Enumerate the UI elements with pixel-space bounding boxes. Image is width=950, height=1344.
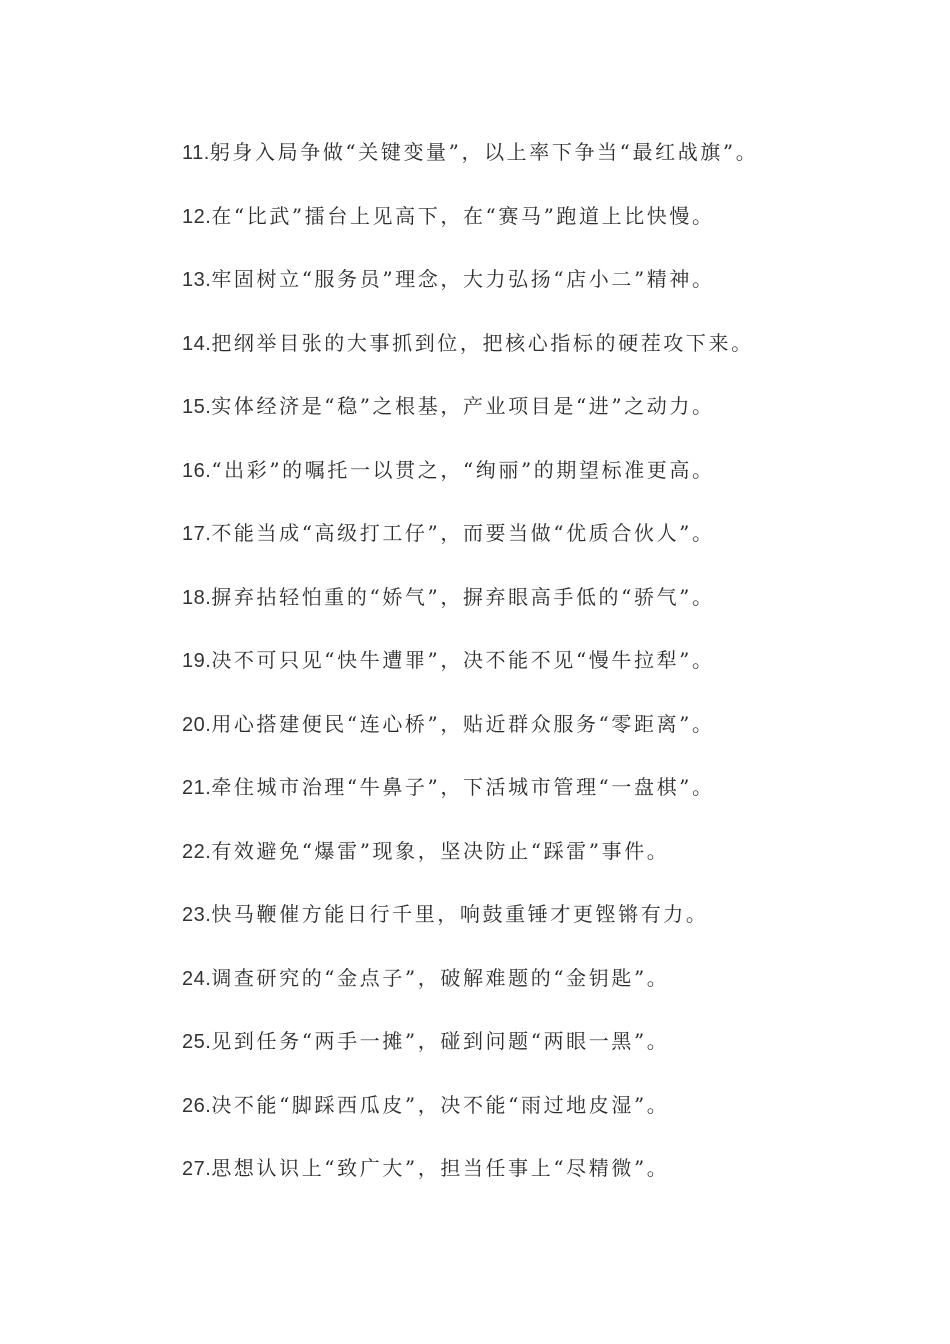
item-text: 决不可只见“快牛遭罪”，决不能不见“慢牛拉犁”。 <box>211 648 715 672</box>
item-text: 实体经济是“稳”之根基，产业项目是“进”之动力。 <box>211 394 715 418</box>
item-number: 19. <box>182 650 212 672</box>
item-number: 23. <box>182 904 212 926</box>
item-text: 决不能“脚踩西瓜皮”，决不能“雨过地皮湿”。 <box>211 1092 670 1117</box>
item-text: 见到任务“两手一摊”，碰到问题“两眼一黑”。 <box>211 1029 670 1053</box>
item-number: 16. <box>182 459 212 482</box>
item-text: 调查研究的“金点子”，破解难题的“金钥匙”。 <box>211 965 670 990</box>
item-number: 27. <box>182 1158 212 1180</box>
list-item <box>182 263 922 327</box>
item-number: 26. <box>182 1094 212 1117</box>
item-text: “出彩”的嘱托一以贯之，“绚丽”的期望标准更高。 <box>211 457 715 482</box>
item-number: 24. <box>182 967 212 990</box>
item-number: 21. <box>182 777 212 799</box>
list-item <box>182 136 922 200</box>
list-item <box>182 1152 922 1216</box>
list-item <box>182 327 922 391</box>
list-item <box>182 962 922 1026</box>
list-item <box>182 581 922 645</box>
list-item <box>182 835 922 899</box>
item-number: 15. <box>182 396 212 418</box>
list-item <box>182 1089 922 1153</box>
item-text: 躬身入局争做“关键变量”，以上率下争当“最红战旗”。 <box>209 140 759 164</box>
item-number: 25. <box>182 1031 212 1053</box>
item-number: 11. <box>182 142 210 164</box>
list-item <box>182 771 922 835</box>
item-text: 牢固树立“服务员”理念，大力弘扬“店小二”精神。 <box>211 267 715 291</box>
numbered-phrase-list <box>182 136 922 1216</box>
item-number: 17. <box>182 523 212 545</box>
item-number: 20. <box>182 713 212 736</box>
item-text: 在“比武”擂台上见高下，在“赛马”跑道上比快慢。 <box>211 203 715 228</box>
list-item <box>182 454 922 518</box>
item-text: 快马鞭催方能日行千里，响鼓重锤才更铿锵有力。 <box>211 902 709 926</box>
list-item <box>182 1025 922 1089</box>
item-text: 思想认识上“致广大”，担当任事上“尽精微”。 <box>211 1156 670 1180</box>
list-item <box>182 708 922 772</box>
list-item <box>182 517 922 581</box>
item-text: 不能当成“高级打工仔”，而要当做“优质合伙人”。 <box>211 521 715 545</box>
item-text: 摒弃拈轻怕重的“娇气”，摒弃眼高手低的“骄气”。 <box>211 584 715 609</box>
item-number: 18. <box>182 586 212 609</box>
list-item <box>182 644 922 708</box>
item-number: 12. <box>182 205 212 228</box>
list-item <box>182 390 922 454</box>
list-item <box>182 200 922 264</box>
list-item <box>182 898 922 962</box>
item-number: 13. <box>182 269 212 291</box>
item-number: 22. <box>182 840 212 863</box>
item-text: 有效避免“爆雷”现象，坚决防止“踩雷”事件。 <box>211 838 670 863</box>
item-text: 用心搭建便民“连心桥”，贴近群众服务“零距离”。 <box>211 711 715 736</box>
item-number: 14. <box>182 332 212 355</box>
item-text: 把纲举目张的大事抓到位，把核心指标的硬茬攻下来。 <box>211 330 754 355</box>
item-text: 牵住城市治理“牛鼻子”，下活城市管理“一盘棋”。 <box>211 775 715 799</box>
